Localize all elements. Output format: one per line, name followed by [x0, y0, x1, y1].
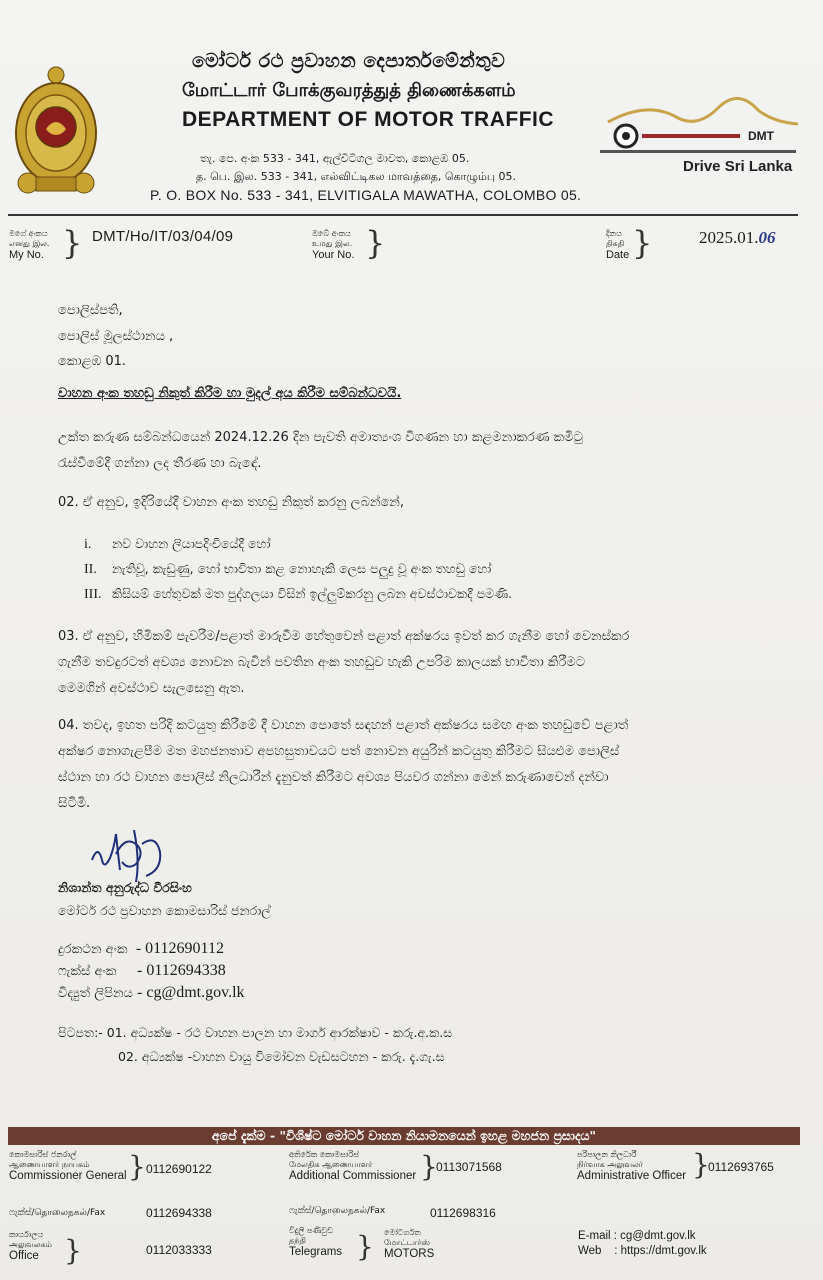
footer-cg-phone: 0112690122 — [146, 1162, 212, 1176]
date-label-si: දිනය — [606, 229, 622, 238]
signatory-name: නිශාන්ත අනුරුද්ධ වීරසිංහ — [58, 880, 192, 895]
brace-icon: } — [62, 224, 83, 262]
list-num: II. — [84, 562, 97, 577]
para1-line2: රැස්වීමේදී ගන්නා ලද තීරණ හා බැඳේ. — [58, 456, 262, 471]
footer-ao-en: Administrative Officer — [577, 1170, 687, 1182]
footer-cg-en: Commissioner General — [9, 1170, 127, 1182]
my-no-label-ta: எனது இல. — [9, 239, 50, 248]
footer-office-phone: 0112033333 — [146, 1243, 212, 1257]
dept-title-english: DEPARTMENT OF MOTOR TRAFFIC — [182, 108, 555, 131]
footer-cg-label — [9, 1150, 127, 1182]
footer-fax-label-2: ෆැක්ස්/தொலைநகல்/Fax — [289, 1206, 386, 1216]
para4-line2: අක්ෂර නොගැළපීම මත මහජනතාව අපහසුතාවයට පත් නොවන අයුරින් කටයුතු කිරීමට සියළුම පොලිස් — [58, 744, 620, 759]
list-num: i. — [84, 537, 92, 552]
brace-icon: } — [128, 1150, 146, 1183]
brace-icon: } — [692, 1148, 710, 1181]
contact-email — [58, 984, 245, 1002]
para1-line1: උක්ත කරුණ සම්බන්ධයෙන් 2024.12.26 දින පැවති අමාත්‍යංශ විගණන හා කළමනාකරණ කමිටු — [58, 430, 583, 445]
brace-icon: } — [64, 1234, 82, 1267]
date-label-ta: திகதி — [606, 239, 625, 248]
footer-office-label — [9, 1230, 52, 1262]
your-no-label-ta: உமது இல. — [312, 239, 353, 248]
brace-icon: } — [365, 224, 386, 262]
footer-motors-en: MOTORS — [384, 1248, 435, 1260]
footer-fax-1: 0112694338 — [146, 1206, 212, 1220]
footer-fax-label-1: ෆැක්ස්/தொலைநகல்/Fax — [9, 1208, 106, 1218]
brace-icon: } — [356, 1230, 374, 1263]
phone-value: - 0112690112 — [135, 940, 224, 957]
footer-email[interactable]: E-mail : cg@dmt.gov.lk — [578, 1230, 696, 1242]
footer-ao-ta: நிர்வாக அலுவலர் — [577, 1160, 643, 1169]
footer-web[interactable]: Web : https://dmt.gov.lk — [578, 1245, 707, 1257]
date-label-en: Date — [606, 249, 630, 261]
para3-line2: ගැනීම තවදුරටත් අවශ්‍ය නොවන බැවින් පවතින අංක තහඩුව හැකි උපරිම කාලයක් භාවිතා කිරීමට — [58, 655, 586, 670]
my-no-value: DMT/Ho/IT/03/04/09 — [92, 228, 234, 245]
list-item — [84, 561, 491, 578]
contact-phone — [58, 940, 224, 958]
footer-tg-ta: தந்தி — [289, 1236, 306, 1245]
footer-ao-label — [577, 1150, 686, 1182]
date-label — [606, 229, 629, 261]
footer-fax-2: 0112698316 — [430, 1206, 496, 1220]
fax-value: - 0112694338 — [137, 962, 226, 979]
date-printed: 2025.01. — [699, 228, 759, 247]
footer-tg-en: Telegrams — [289, 1246, 343, 1258]
list-num: III. — [84, 587, 102, 602]
footer-ac-label — [289, 1150, 416, 1182]
copies-line-2: 02. අධ්‍යක්ෂ -වාහන වායු විමෝචන වැඩසටහන - කරු. දැ.ගැ.ස — [118, 1049, 445, 1064]
date-handwritten: 06 — [758, 228, 776, 247]
copies-line-1: පිටපත:- 01. අධ්‍යක්ෂ - රථ වාහන පාලන හා මාර්ග ආරක්ෂාව - කරු.අ.ක.ස — [58, 1025, 453, 1040]
sri-lanka-emblem-icon — [8, 55, 104, 200]
footer-cg-si: කොමසාරිස් ජනරාල් — [9, 1150, 77, 1159]
fax-label: ෆැක්ස් අංක — [58, 964, 117, 979]
para4-line4: සිටිමි. — [58, 796, 91, 811]
address-english: P. O. BOX No. 533 - 341, ELVITIGALA MAWATHA, COLOMBO 05. — [150, 187, 582, 203]
my-no-label — [9, 229, 49, 261]
footer-ao-phone: 0112693765 — [708, 1160, 774, 1174]
footer-tg-si: විදුලි පණිවුඩ — [289, 1226, 334, 1235]
contact-fax — [58, 962, 226, 980]
footer-motors-ta: மோட்டார்ஸ் — [384, 1238, 430, 1247]
footer-ac-ta: மேலதிக ஆணையாளர் — [289, 1160, 373, 1169]
footer-telegrams-label — [289, 1226, 342, 1258]
footer-ao-si: පරිපාලන නිලධාරී — [577, 1150, 637, 1159]
brace-icon: } — [632, 224, 653, 262]
footer-motors — [384, 1228, 434, 1260]
address-sinhala: තැ. පෙ. අංක 533 - 341, ඇල්විටිගල මාවත, කොළඹ 05. — [200, 152, 470, 165]
footer-office-en: Office — [9, 1250, 39, 1262]
footer-ac-si: අතිරේක කොමසාරිස් — [289, 1150, 360, 1159]
para3-line1: 03. ඒ අනුව, හිමිකම් පැවරීම/පළාත් මාරුවීම හේතුවෙන් පළාත් අක්ෂරය ඉවත් කර ගැනීම හෝ වෙනස්කර — [58, 629, 630, 644]
para4-line3: ස්ථාන හා රථ වාහන පොලිස් නිලධාරීන් දැනුවත් කිරීමට අවශ්‍ය පියවර ගන්නා මෙන් කරුණාවෙන් දන්වා — [58, 770, 609, 785]
footer-ac-phone: 0113071568 — [436, 1160, 502, 1174]
vision-banner: අපේ දැක්ම - "විශිෂ්ට මෝටර් වාහන නියාමනයෙන් ඉහළ මහජන ප්‍රසාදය" — [8, 1127, 800, 1145]
signatory-title: මෝටර් රථ ප්‍රවාහන කොමසාරිස් ජනරාල් — [58, 903, 271, 918]
para4-line1: 04. තවද, ඉහත පරිදි කටයුතු කිරීමේ දී වාහන පොතේ සඳහන් පළාත් අක්ෂරය සමඟ අංක තහඩුවේ පළාත් — [58, 718, 629, 733]
para2: 02. ඒ අනුව, ඉදිරියේදී වාහන අංක තහඩු නිකුත් කරනු ලබන්නේ, — [58, 495, 404, 510]
dept-title-tamil: மோட்டார் போக்குவரத்துத் திணைக்களம் — [182, 80, 516, 101]
footer-cg-ta: ஆணையாளர் நாயகம் — [9, 1160, 90, 1169]
list-item — [84, 586, 512, 603]
email-label: විද්‍යුත් ලිපිනය — [58, 986, 133, 1001]
header-divider — [8, 214, 798, 216]
brace-icon: } — [420, 1150, 438, 1183]
address-tamil: த. பெ. இல. 533 - 341, எல்விட்டிகல மாவத்தை, கொழும்பு 05. — [196, 170, 517, 183]
addressee-line-1: පොලිස්පති, — [58, 303, 123, 318]
footer-motors-si: මෝටර්ගත — [384, 1228, 421, 1237]
list-text: කිසියම් හේතුවක් මත පුද්ගලයා විසින් ඉල්ලුම්කරනු ලබන අවස්ථාවකදී පමණි. — [112, 586, 513, 601]
list-text: නැතිවූ, කැඩුණු, හෝ භාවිතා කළ නොහැකි ලෙස පලුදු වූ අංක තහඩු හෝ — [112, 561, 492, 576]
your-no-label-si: ඔබේ අංකය — [312, 229, 351, 238]
tagline-drive-sri-lanka: Drive Sri Lanka — [683, 158, 793, 175]
list-item — [84, 536, 270, 553]
email-value[interactable]: - cg@dmt.gov.lk — [137, 984, 245, 1001]
list-text: නව වාහන ලියාපදිංචියේදී හෝ — [112, 536, 271, 551]
addressee-line-3: කොළඹ 01. — [58, 354, 127, 369]
dmt-logo-text: DMT — [748, 129, 774, 143]
dept-title-sinhala: මෝටර් රථ ප්‍රවාහන දෙපාර්තමේන්තුව — [192, 50, 506, 72]
footer-office-si: කාර්යාලය — [9, 1230, 44, 1239]
letter-subject: වාහන අංක තහඩු නිකුත් කිරීම හා මුදල් අය කිරීම සම්බන්ධවයි. — [58, 386, 402, 401]
addressee-line-2: පොලිස් මූලස්ථානය , — [58, 329, 174, 344]
phone-label: දුරකථන අංක — [58, 942, 128, 957]
footer-ac-en: Additional Commissioner — [289, 1170, 417, 1182]
para3-line3: මෙමගින් අවස්ථාව සැලසෙනු ඇත. — [58, 681, 245, 696]
my-no-label-si: මගේ අංකය — [9, 229, 48, 238]
date-value — [699, 228, 776, 248]
your-no-label — [312, 229, 354, 261]
footer-office-ta: அலுவலகம் — [9, 1240, 52, 1249]
my-no-label-en: My No. — [9, 249, 44, 261]
your-no-label-en: Your No. — [312, 249, 355, 261]
